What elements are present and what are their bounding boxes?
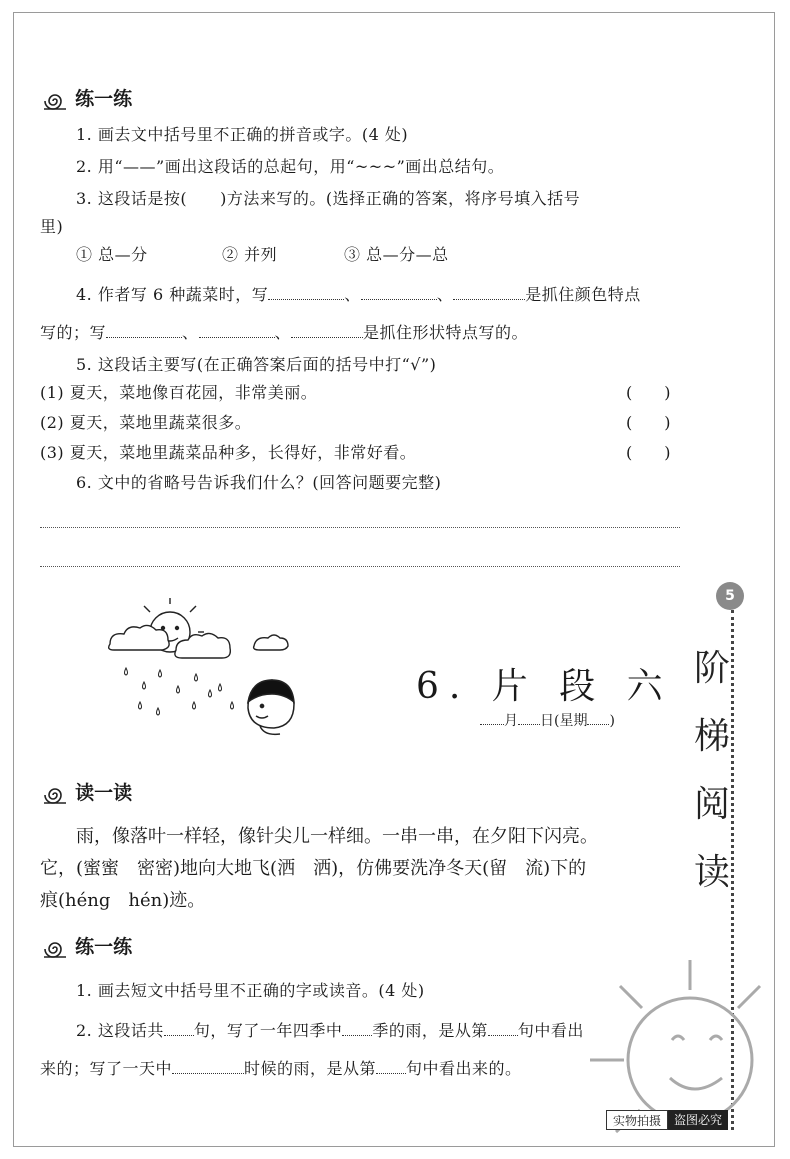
child-face-icon [248, 680, 294, 734]
section-title: 练一练 [75, 936, 133, 958]
swirl-icon [40, 784, 70, 806]
date-day-label: 日(星期 [540, 713, 588, 729]
answer-blank[interactable] [268, 285, 344, 300]
q5-option-3: (3) 夏天，菜地里蔬菜品种多，长得好，非常好看。 [40, 443, 417, 462]
bottom-question-1: 1. 画去短文中括号里不正确的字或读音。(4 处) [76, 981, 425, 1000]
answer-line[interactable] [40, 527, 680, 528]
date-close: ) [609, 713, 615, 729]
swirl-icon [40, 90, 70, 112]
q2-text-a: 2. 这段话共 [76, 1021, 164, 1040]
q4-text-d: 是抓住形状特点写的。 [363, 323, 529, 342]
q4-sep: 、 [344, 285, 361, 304]
section-title: 练一练 [75, 88, 133, 110]
vertical-char: 读 [693, 852, 730, 893]
stamp-right: 盗图必究 [668, 1110, 728, 1130]
question-4-line1 [76, 282, 641, 305]
stamp-left: 实物拍摄 [606, 1110, 668, 1130]
answer-blank[interactable] [106, 323, 182, 338]
q2-text-f: 时候的雨，是从第 [244, 1059, 377, 1078]
question-3-line1: 3. 这段话是按( )方法来写的。(选择正确的答案，将序号填入括号 [76, 189, 581, 208]
decorative-sun-icon [560, 920, 775, 1135]
q3-option-1: ① 总—分 [76, 245, 148, 264]
day-blank[interactable] [518, 710, 540, 725]
q5-option-1: (1) 夏天，菜地像百花园，非常美丽。 [40, 383, 318, 402]
vertical-char: 阅 [693, 784, 730, 825]
question-4-line2 [40, 320, 528, 343]
answer-blank[interactable] [199, 323, 275, 338]
section-header-practice [40, 84, 132, 112]
q2-text-c: 季的雨，是从第 [372, 1021, 488, 1040]
rain-illustration [100, 598, 310, 748]
cloud-icon [109, 625, 169, 650]
answer-parentheses[interactable]: ( ) [626, 413, 671, 432]
answer-blank[interactable] [453, 285, 525, 300]
swirl-icon [40, 938, 70, 960]
date-line [480, 710, 615, 730]
page-number: 5 [716, 582, 744, 610]
answer-blank[interactable] [291, 323, 363, 338]
vertical-char: 阶 [693, 648, 730, 689]
q5-option-2: (2) 夏天，菜地里蔬菜很多。 [40, 413, 252, 432]
weekday-blank[interactable] [587, 710, 609, 725]
answer-blank[interactable] [342, 1021, 372, 1036]
q2-text-b: 句，写了一年四季中 [193, 1021, 343, 1040]
answer-parentheses[interactable]: ( ) [626, 383, 671, 402]
question-1: 1. 画去文中括号里不正确的拼音或字。(4 处) [76, 125, 409, 144]
answer-parentheses[interactable]: ( ) [626, 443, 671, 462]
passage-line-3: 痕(héng hén)迹。 [40, 890, 206, 911]
bottom-question-2-line1 [76, 1018, 584, 1041]
q4-text-b: 是抓住颜色特点 [525, 285, 641, 304]
question-6: 6. 文中的省略号告诉我们什么？(回答问题要完整) [76, 473, 442, 492]
answer-line[interactable] [40, 566, 680, 567]
question-5: 5. 这段话主要写(在正确答案后面的括号中打“√”) [76, 355, 437, 374]
answer-blank[interactable] [164, 1021, 194, 1036]
raindrops [125, 668, 234, 715]
q3-option-3: ③ 总—分—总 [344, 245, 449, 264]
passage-line-2: 它，(蜜蜜 密密)地向大地飞(洒 洒)，仿佛要洗净冬天(留 流)下的 [40, 858, 587, 879]
chapter-title: 6. 片 段 六 [416, 666, 673, 707]
month-blank[interactable] [480, 710, 504, 725]
answer-blank[interactable] [172, 1059, 244, 1074]
date-month-label: 月 [504, 713, 518, 729]
section-header-practice [40, 932, 132, 960]
q2-text-d: 句中看出 [517, 1021, 584, 1040]
q4-sep: 、 [182, 323, 199, 342]
answer-blank[interactable] [376, 1059, 406, 1074]
q4-text-a: 4. 作者写 6 种蔬菜时，写 [76, 285, 269, 304]
question-3-line2: 里) [40, 217, 64, 236]
question-2: 2. 用“——”画出这段话的总起句，用“~~~”画出总结句。 [76, 157, 505, 176]
q2-text-e: 来的；写了一天中 [40, 1059, 173, 1078]
q4-text-c: 写的；写 [40, 323, 107, 342]
q4-sep: 、 [436, 285, 454, 304]
passage-line-1: 雨，像落叶一样轻，像针尖儿一样细。一串一串，在夕阳下闪亮。 [76, 826, 598, 847]
section-title: 读一读 [75, 782, 133, 804]
q4-sep: 、 [274, 323, 292, 342]
answer-blank[interactable] [488, 1021, 518, 1036]
watermark-stamp [606, 1110, 728, 1130]
q3-option-2: ② 并列 [222, 245, 278, 264]
cloud-icon [254, 635, 288, 650]
answer-blank[interactable] [361, 285, 437, 300]
vertical-char: 梯 [693, 716, 730, 757]
bottom-question-2-line2 [40, 1056, 522, 1079]
section-header-read [40, 778, 132, 806]
q2-text-g: 句中看出来的。 [406, 1059, 522, 1078]
